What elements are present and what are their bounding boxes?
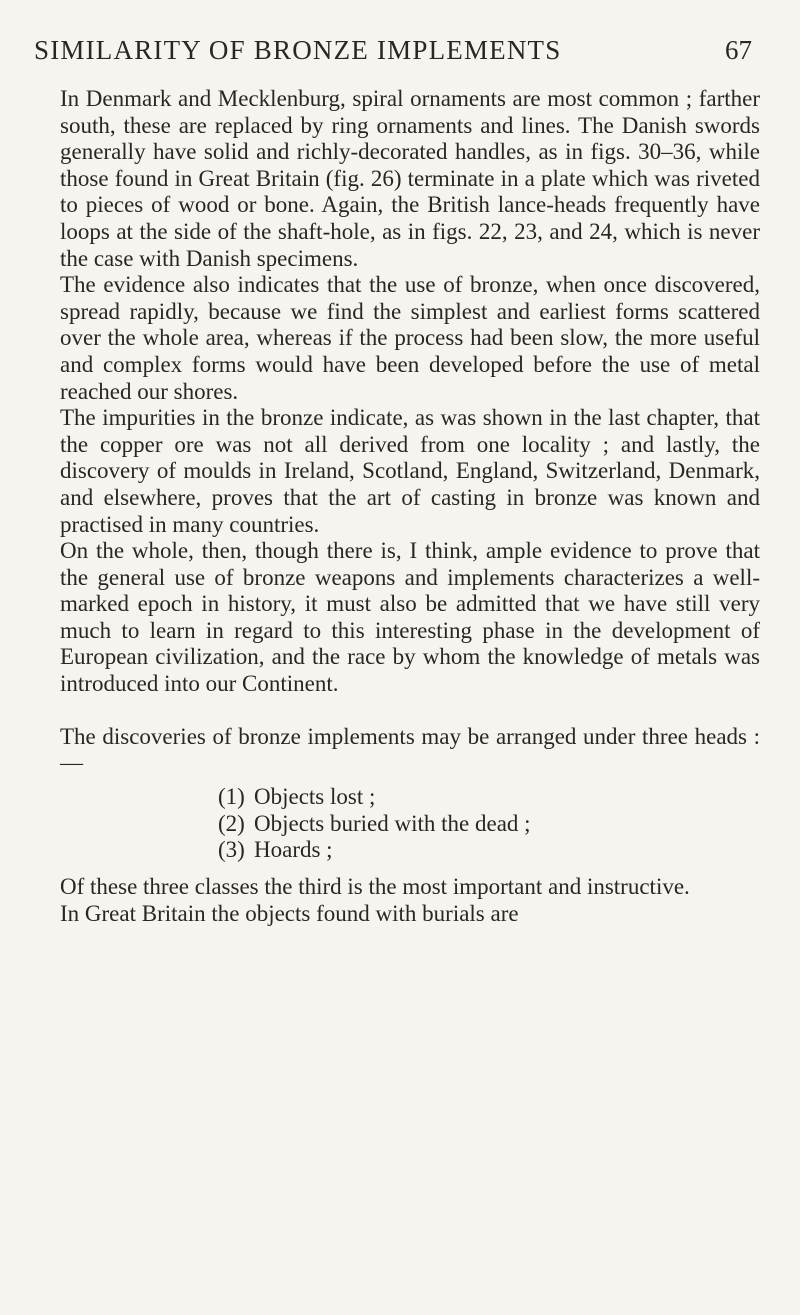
paragraph: In Denmark and Mecklenburg, spiral ornaments are most common ; farther south, these are replaced by ring ornaments and lines. The Danish swords generally have solid and richly-decorated handles, as in figs. 30–36, while those found in Great Britain (fig. 26) terminate in a plate which was riveted to pieces of wood or bone. Again, the British lance-heads frequently have loops at the side of the shaft-hole, as in figs. 22, 23, and 24, which is never the case with Danish specimens. — [60, 86, 760, 271]
numbered-list — [60, 784, 760, 864]
list-item — [218, 811, 760, 838]
paragraph: In Great Britain the objects found with burials are — [60, 900, 519, 926]
paragraph: Of these three classes the third is the most important and instructive. — [60, 874, 690, 900]
paragraph: On the whole, then, though there is, I think, ample evidence to prove that the general use of bronze weapons and implements characterizes a well-marked epoch in history, it must also be admitted that we have still very much to learn in regard to this interesting phase in the development of European civilization, and the race by whom the knowledge of metals was introduced into our Continent. — [60, 538, 760, 697]
list-item — [218, 784, 760, 811]
running-head — [34, 30, 752, 70]
list-item-text: Hoards ; — [254, 837, 333, 863]
paragraph: The impurities in the bronze indicate, as was shown in the last chapter, that the copper ore was not all derived from one locality ; and lastly, the discovery of moulds in Ireland, Scotland, England, Switzerland, Denmark, and elsewhere, proves that the art of casting in bronze was known and practised in many countries. — [60, 405, 760, 537]
list-item-number: (2) — [218, 810, 245, 836]
list-item-number: (3) — [218, 837, 245, 863]
paragraph: The discoveries of bronze implements may be arranged under three heads :— — [60, 723, 760, 776]
list-item — [218, 837, 760, 864]
list-item-text: Objects buried with the dead ; — [254, 810, 531, 836]
running-title: SIMILARITY OF BRONZE IMPLEMENTS — [34, 35, 562, 65]
list-item-number: (1) — [218, 783, 245, 809]
body-text — [60, 86, 760, 927]
page-number: 67 — [725, 35, 752, 65]
paragraph: The evidence also indicates that the use of bronze, when once discovered, spread rapidly, because we find the simplest and earliest forms scattered over the whole area, whereas if the process had been slow, the more useful and complex forms would have been developed before the use of metal reached our shores. — [60, 272, 760, 404]
list-item-text: Objects lost ; — [254, 783, 376, 809]
